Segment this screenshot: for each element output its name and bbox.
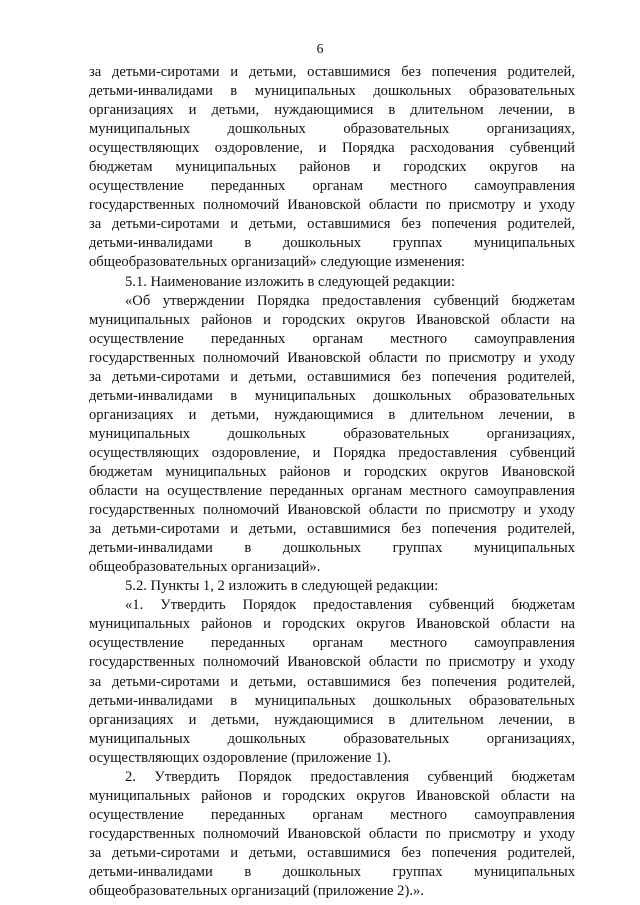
text-line: за детьми-сиротами и детьми, оставшимися без попечения родителей, (89, 64, 575, 80)
text-line: 5.2. Пункты 1, 2 изложить в следующей редакции: (125, 578, 439, 595)
text-line: детьми-инвалидами в муниципальных дошкольных образовательных (89, 83, 575, 100)
text-line: осуществление переданных органам местного самоуправления (89, 806, 575, 823)
text-line: организациях и детьми, нуждающимися в длительном лечении, в (89, 711, 575, 728)
text-line: государственных полномочий Ивановской области по присмотру и уходу (89, 825, 575, 842)
text-line: бюджетам муниципальных районов и городских округов Ивановской (89, 463, 575, 480)
text-line: муниципальных дошкольных образовательных организациях, (89, 425, 575, 442)
text-line: за детьми-сиротами и детьми, оставшимися без попечения родителей, (89, 216, 575, 233)
text-line: муниципальных районов и городских округов Ивановской области на (89, 311, 575, 328)
text-line: бюджетам муниципальных районов и городских округов на (89, 159, 575, 176)
text-line: за детьми-сиротами и детьми, оставшимися без попечения родителей, (89, 673, 575, 690)
page-number: 6 (316, 41, 324, 56)
text-line: государственных полномочий Ивановской области по присмотру и уходу (89, 197, 575, 214)
text-line: муниципальных дошкольных образовательных организациях, (89, 121, 575, 138)
text-line: «Об утверждении Порядка предоставления субвенций бюджетам (125, 292, 575, 309)
text-line: государственных полномочий Ивановской области по присмотру и уходу (89, 654, 575, 671)
text-line: общеобразовательных организаций (приложение 2).». (89, 883, 424, 900)
text-line: общеобразовательных организаций» следующие изменения: (89, 254, 465, 271)
text-line: за детьми-сиротами и детьми, оставшимися без попечения родителей, (89, 368, 575, 385)
text-line: осуществление переданных органам местного самоуправления (89, 635, 575, 652)
text-line: детьми-инвалидами в муниципальных дошкольных образовательных (89, 692, 575, 709)
text-line: 5.1. Наименование изложить в следующей редакции: (125, 273, 455, 290)
text-line: за детьми-сиротами и детьми, оставшимися без попечения родителей, (89, 521, 575, 538)
text-line: государственных полномочий Ивановской области по присмотру и уходу (89, 349, 575, 366)
text-line: государственных полномочий Ивановской области по присмотру и уходу (89, 502, 575, 519)
text-line: муниципальных дошкольных образовательных организациях, (89, 730, 575, 747)
text-line: детьми-инвалидами в дошкольных группах муниципальных (89, 235, 575, 252)
text-line: осуществляющих оздоровление, и Порядка расходования субвенций (89, 140, 575, 157)
text-line: муниципальных районов и городских округов Ивановской области на (89, 616, 575, 633)
text-line: детьми-инвалидами в дошкольных группах муниципальных (89, 540, 575, 557)
text-line: 2. Утвердить Порядок предоставления субвенций бюджетам (125, 768, 575, 785)
text-line: «1. Утвердить Порядок предоставления субвенций бюджетам (125, 597, 575, 614)
text-line: осуществляющих оздоровление (приложение 1). (89, 749, 391, 766)
text-line: осуществление переданных органам местного самоуправления (89, 330, 575, 347)
text-line: организациях и детьми, нуждающимися в длительном лечении, в (89, 102, 575, 119)
text-line: за детьми-сиротами и детьми, оставшимися без попечения родителей, (89, 844, 575, 861)
text-line: области на осуществление переданных органам местного самоуправления (89, 483, 575, 500)
text-line: осуществление переданных органам местного самоуправления (89, 178, 575, 195)
text-line: детьми-инвалидами в муниципальных дошкольных образовательных (89, 387, 575, 404)
document-body (89, 63, 575, 901)
text-line: детьми-инвалидами в дошкольных группах муниципальных (89, 863, 575, 880)
text-line: организациях и детьми, нуждающимися в длительном лечении, в (89, 406, 575, 423)
text-line: осуществляющих оздоровление, и Порядка предоставления субвенций (89, 444, 575, 461)
text-line: муниципальных районов и городских округов Ивановской области на (89, 787, 575, 804)
text-line: общеобразовательных организаций». (89, 559, 321, 576)
